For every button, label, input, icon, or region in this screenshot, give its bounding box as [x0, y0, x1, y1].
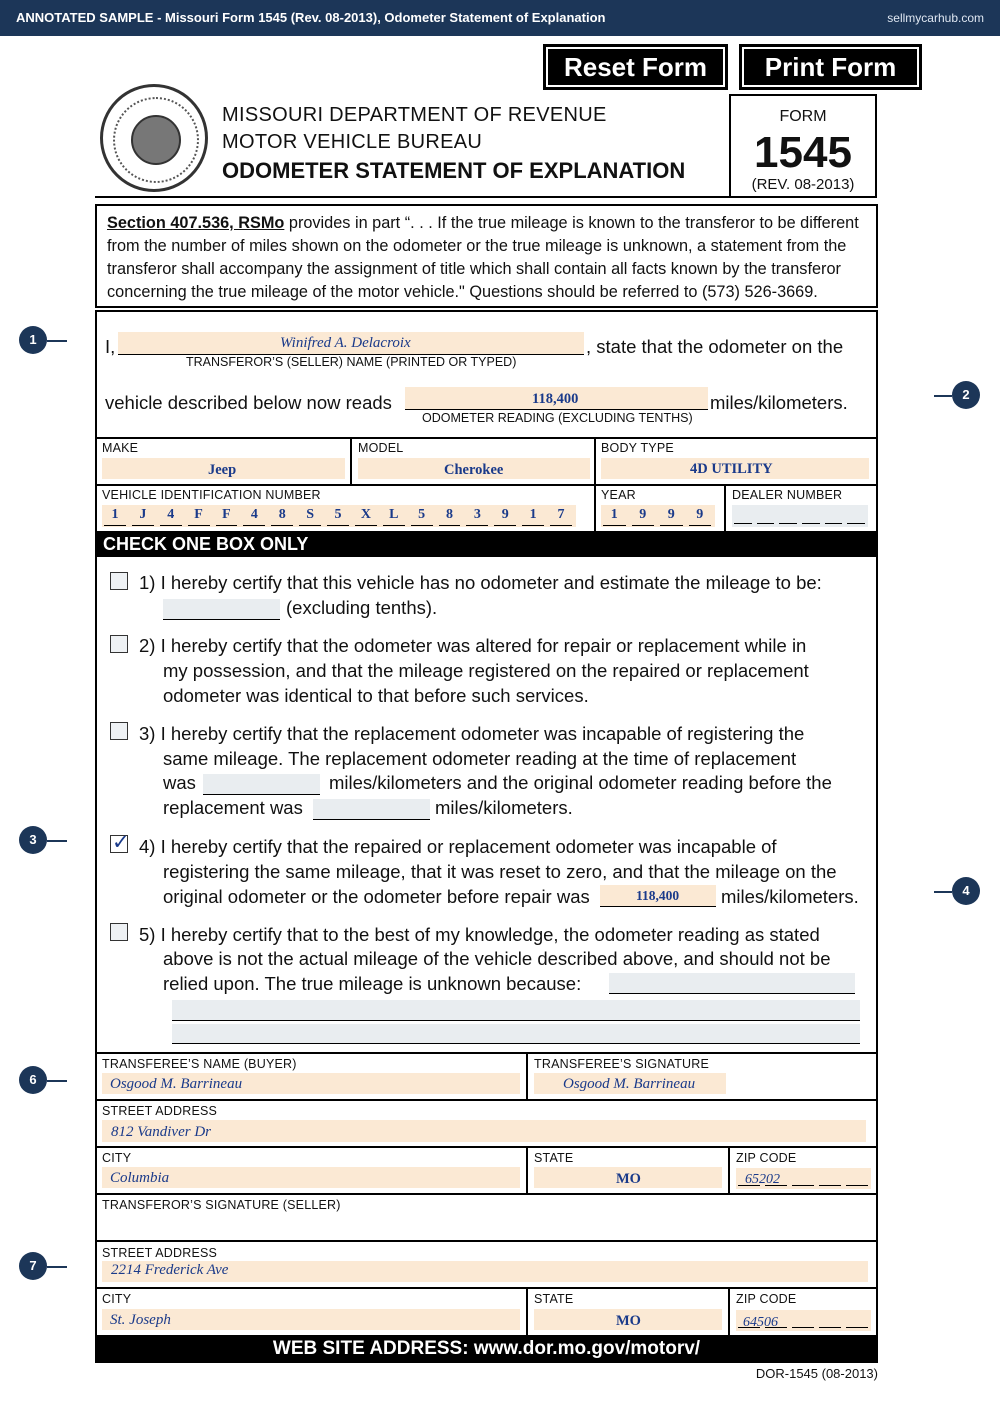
statute-citation: Section 407.536, RSMo	[107, 214, 285, 232]
grid-line	[724, 484, 726, 531]
buyer-zip-label: ZIP CODE	[736, 1151, 797, 1165]
buyer-signature-value: Osgood M. Barrineau	[563, 1076, 696, 1092]
option-5-checkbox[interactable]	[110, 923, 128, 941]
grid-line	[95, 484, 878, 486]
vin-char: 8	[271, 507, 293, 526]
missouri-seal-icon	[100, 84, 208, 192]
buyer-zip-blank	[846, 1185, 868, 1186]
option-3-checkbox[interactable]	[110, 722, 128, 740]
option-5-reason-field-3[interactable]	[172, 1024, 860, 1044]
grid-line	[526, 1287, 528, 1335]
annotation-leader	[934, 891, 952, 893]
year-char: 9	[632, 507, 655, 526]
seller-street-label: STREET ADDRESS	[102, 1246, 218, 1260]
annotation-badge-7: 7	[19, 1252, 47, 1280]
seller-city-label: CITY	[102, 1292, 132, 1306]
year-char: 9	[689, 507, 712, 526]
dealer-blank	[802, 523, 820, 524]
option-1-text-b: (excluding tenths).	[286, 597, 438, 618]
vin-char: F	[188, 507, 210, 526]
reads-text: vehicle described below now reads	[105, 392, 392, 413]
annotation-badge-1: 1	[19, 326, 47, 354]
option-4-text-a: 4) I hereby certify that the repaired or replacement odometer was incapable of	[139, 836, 777, 857]
grid-line	[95, 1287, 878, 1289]
annotation-leader	[47, 840, 67, 842]
form-number: 1545	[754, 128, 852, 177]
grid-line	[594, 437, 596, 531]
option-1-text-a: 1) I hereby certify that this vehicle has no odometer and estimate the mileage to be:	[139, 572, 822, 593]
grid-line	[95, 1052, 878, 1054]
option-5-text-a: 5) I hereby certify that to the best of my knowledge, the odometer reading as stated	[139, 924, 820, 945]
state-text: , state that the odometer on the	[586, 336, 844, 357]
dealer-blank	[734, 523, 752, 524]
dept-name: MISSOURI DEPARTMENT OF REVENUE	[222, 104, 607, 126]
year-label: YEAR	[601, 488, 636, 502]
odometer-reading-caption: ODOMETER READING (EXCLUDING TENTHS)	[422, 411, 693, 425]
buyer-city-value: Columbia	[110, 1170, 170, 1186]
header-divider	[95, 196, 729, 198]
seller-zip-blank	[846, 1327, 868, 1328]
vin-char: F	[216, 507, 238, 526]
option-3-original-reading-field[interactable]	[313, 799, 430, 820]
seller-zip-blank	[792, 1327, 814, 1328]
transferor-name-caption: TRANSFEROR’S (SELLER) NAME (PRINTED OR TYPED)	[186, 355, 517, 369]
grid-line	[526, 1146, 528, 1193]
buyer-signature-label: TRANSFEREE’S SIGNATURE	[534, 1057, 710, 1071]
dealer-blank	[779, 523, 797, 524]
make-label: MAKE	[102, 441, 139, 455]
seller-signature-label: TRANSFEROR’S SIGNATURE (SELLER)	[102, 1198, 341, 1212]
body-type-label: BODY TYPE	[601, 441, 674, 455]
option-5-reason-field-1[interactable]	[609, 973, 855, 994]
buyer-city-label: CITY	[102, 1151, 132, 1165]
vin-char: 8	[439, 507, 461, 526]
top-banner	[0, 0, 1000, 36]
option-4-mileage-value: 118,400	[636, 888, 680, 903]
vin-char: 1	[104, 507, 126, 526]
vin-char: 5	[327, 507, 349, 526]
checkmark-icon: ✓	[112, 830, 130, 854]
transferor-name-value: Winifred A. Delacroix	[280, 335, 411, 351]
check-one-label: CHECK ONE BOX ONLY	[103, 534, 309, 554]
buyer-name-value: Osgood M. Barrineau	[110, 1076, 243, 1092]
option-3-replacement-reading-field[interactable]	[203, 774, 320, 795]
dealer-blank	[825, 523, 843, 524]
buyer-zip-value: 65202	[745, 1172, 780, 1187]
buyer-street-label: STREET ADDRESS	[102, 1104, 218, 1118]
buyer-state-value: MO	[616, 1171, 641, 1187]
check-one-bar	[95, 531, 878, 557]
vin-char: 4	[243, 507, 265, 526]
grid-line	[526, 1052, 528, 1099]
option-2-checkbox[interactable]	[110, 635, 128, 653]
buyer-state-label: STATE	[534, 1151, 574, 1165]
seller-signature-field[interactable]	[102, 1214, 866, 1238]
option-1-mileage-field[interactable]	[163, 599, 280, 620]
vin-char: 5	[411, 507, 433, 526]
option-3-text-c1: was	[163, 772, 196, 793]
form-number-box	[729, 94, 877, 198]
vin-char: L	[383, 507, 405, 526]
vin-char: 9	[494, 507, 516, 526]
option-4-checkbox[interactable]	[110, 830, 130, 854]
option-5-text-c: relied upon. The true mileage is unknown because:	[163, 973, 582, 994]
seller-zip-label: ZIP CODE	[736, 1292, 797, 1306]
vin-char: 3	[466, 507, 488, 526]
annotation-badge-4: 4	[952, 877, 980, 905]
annotation-badge-3: 3	[19, 826, 47, 854]
dealer-number-label: DEALER NUMBER	[732, 488, 843, 502]
seller-zip-value: 64506	[743, 1315, 778, 1330]
grid-line	[95, 1193, 878, 1195]
option-2-text-b: my possession, and that the mileage registered on the repaired or replacement	[163, 660, 809, 681]
seller-zip-blank	[819, 1327, 841, 1328]
vin-char: 7	[550, 507, 572, 526]
buyer-zip-blank	[792, 1185, 814, 1186]
vin-label: VEHICLE IDENTIFICATION NUMBER	[102, 488, 321, 502]
option-5-text-b: above is not the actual mileage of the vehicle described above, and should not be	[163, 948, 831, 969]
annotation-leader	[47, 1266, 67, 1268]
banner-site-link[interactable]: sellmycarhub.com	[887, 11, 984, 25]
statute-text-block	[95, 204, 878, 308]
option-2-text-a: 2) I hereby certify that the odometer was altered for repair or replacement while in	[139, 635, 807, 656]
model-value: Cherokee	[444, 462, 504, 478]
seller-city-value: St. Joseph	[110, 1312, 171, 1328]
vin-char: 1	[522, 507, 544, 526]
banner-title: ANNOTATED SAMPLE - Missouri Form 1545 (Rev. 08-2013), Odometer Statement of Explanation	[16, 10, 606, 25]
make-value: Jeep	[208, 462, 237, 478]
option-3-text-c2: miles/kilometers and the original odometer reading before the	[329, 772, 832, 793]
grid-line	[728, 1146, 730, 1193]
reset-form-button[interactable]: Reset Form	[543, 44, 728, 90]
website-address[interactable]: WEB SITE ADDRESS: www.dor.mo.gov/motorv/	[272, 1338, 701, 1359]
buyer-street-field[interactable]	[102, 1120, 866, 1142]
form-title: ODOMETER STATEMENT OF EXPLANATION	[222, 158, 686, 183]
website-bar	[95, 1335, 878, 1363]
form-revision: (REV. 08-2013)	[751, 176, 855, 193]
option-5-reason-field-2[interactable]	[172, 1000, 860, 1021]
vin-char: S	[299, 507, 321, 526]
grid-line	[95, 1099, 878, 1101]
option-3-text-b: same mileage. The replacement odometer reading at the time of replacement	[163, 748, 797, 769]
body-type-value: 4D UTILITY	[690, 461, 773, 477]
annotation-leader	[47, 1080, 67, 1082]
option-3-text-d2: miles/kilometers.	[435, 797, 573, 818]
grid-line	[350, 437, 352, 484]
year-characters	[601, 506, 715, 528]
buyer-street-value: 812 Vandiver Dr	[111, 1124, 211, 1140]
dealer-blank	[847, 523, 865, 524]
annotation-leader	[47, 340, 67, 342]
option-2-text-c: odometer was identical to that before such services.	[163, 685, 589, 706]
seller-street-value: 2214 Frederick Ave	[111, 1262, 229, 1278]
option-1-checkbox[interactable]	[110, 572, 128, 590]
seller-state-value: MO	[616, 1313, 641, 1329]
option-3-text-a: 3) I hereby certify that the replacement odometer was incapable of registering the	[139, 723, 805, 744]
option-3-text-d1: replacement was	[163, 797, 303, 818]
model-label: MODEL	[358, 441, 404, 455]
buyer-name-label: TRANSFEREE’S NAME (BUYER)	[102, 1057, 297, 1071]
form-label: FORM	[779, 108, 827, 125]
units-text: miles/kilometers.	[710, 392, 848, 413]
bureau-name: MOTOR VEHICLE BUREAU	[222, 131, 483, 153]
grid-line	[95, 1146, 878, 1148]
year-char: 1	[603, 507, 626, 526]
form-id: DOR-1545 (08-2013)	[755, 1366, 878, 1381]
print-form-button[interactable]: Print Form	[739, 44, 922, 90]
vin-char: X	[355, 507, 377, 526]
year-char: 9	[660, 507, 683, 526]
grid-line	[95, 1240, 878, 1242]
vin-char: 4	[160, 507, 182, 526]
i-prefix: I,	[105, 336, 116, 357]
option-4-text-b: registering the same mileage, that it was reset to zero, and that the mileage on the	[163, 861, 837, 882]
statute-body: provides in part “. . . If the true mileage is known to the transferor to be different from the number of miles shown on the odometer or the true mileage is unknown, a statement from the transferor shall accompany the assignment of title which shall contain all facts known by the transferor concerning the true mileage of the motor vehicle." Questions should be referred to (573) 526-3669.	[107, 214, 859, 301]
dealer-number-blanks	[732, 506, 868, 528]
vin-char: J	[132, 507, 154, 526]
annotation-badge-2: 2	[952, 381, 980, 409]
option-4-text-c: original odometer or the odometer before repair was	[163, 886, 590, 907]
grid-line	[728, 1287, 730, 1335]
seller-state-label: STATE	[534, 1292, 574, 1306]
dealer-blank	[757, 523, 775, 524]
grid-line	[95, 437, 878, 439]
odometer-reading-value: 118,400	[532, 391, 579, 407]
option-4-text-d: miles/kilometers.	[721, 886, 859, 907]
vin-characters	[102, 506, 576, 528]
buyer-zip-blank	[819, 1185, 841, 1186]
annotation-leader	[934, 395, 952, 397]
annotation-badge-6: 6	[19, 1066, 47, 1094]
